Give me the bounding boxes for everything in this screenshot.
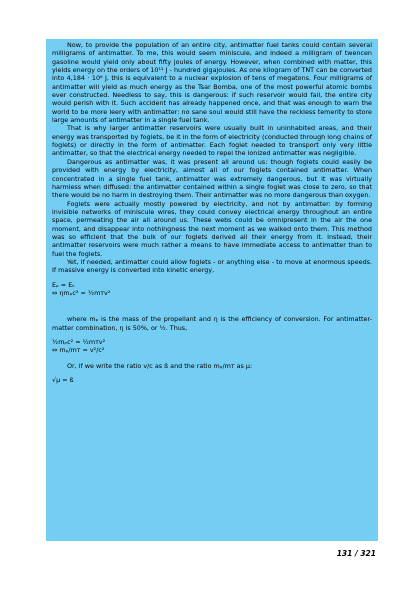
equation-line: ⇔ mₚ/mᴛ = v²/c²: [52, 346, 105, 355]
paragraph: Yet, if needed, antimatter could allow foglets - or anything else - to move at enormous speeds. If massive energy is converted into kinetic energy,: [52, 257, 372, 275]
paragraph: Dangerous as antimatter was, it was present all around us: though foglets could easily be provided with energy by electricity, almost all of our foglets contained antimatter. When concentrated in a single fuel tank, antimatter was extremely dangerous, but it was virtually harmless when diffused: the antimatter contained within a single foglet was close to zero, so that there would be no harm in destroying them. Their antimatter was no more dangerous than oxygen.: [52, 157, 372, 200]
text-panel: [46, 39, 378, 541]
paragraph: where mₚ is the mass of the propellant and η is the efficiency of conversion. For antimatter-matter combination, η is 50%, or ½. Thus,: [52, 315, 372, 332]
paragraph: Foglets were actually mostly powered by electricity, and not by antimatter: by forming invisible networks of miniscule wires, they could convey electrical energy throughout an entire space, permeating the air all around us. These webs could be omnipresent in the air the one moment, and disappear into nothingness the next moment as we walked onto them. This method was so efficient that the bulk of our foglets derived all their energy from it. Instead, their antimatter reservoirs were much rather a means to have immediate access to antimatter than to fuel the foglets.: [52, 199, 372, 258]
equation-line: ⇔ ηmₚc² = ½mᴛv²: [52, 288, 111, 297]
equation-block: [52, 338, 372, 355]
paragraph: Now, to provide the population of an entire city, antimatter fuel tanks could contain several milligrams of antimatter. To me, this would seem miniscule, and indeed a milligram of twencen gasoline would yield only about fifty joules of energy. However, when combined with matter, this yields energy on the orders of 10¹¹ J - hundred gigajoules. As one kilogram of TNT can be converted into 4,184 · 10⁶ J, this is equivalent to a nuclear explosion of tens of megatons. Four milligrams of antimatter will yield as much energy as the Tsar Bomba, one of the most powerful atomic bombs ever constructed. Needless to say, this is dangerous: if such reservoir would fail, the entire city would perish with it. Such accident has already happened once, and that was enough to warn the world to be more leery with antimatter: no sane soul would still have the reckless temerity to store large amounts of antimatter in a single fuel tank.: [52, 41, 372, 125]
equation-line: √µ = ß: [52, 376, 74, 385]
paragraph: That is why larger antimatter reservoirs were usually built in uninhabited areas, and their energy was transported by foglets, be it in the form of electricity (conducted through long chains of foglets) or directly in the form of antimatter. Each foglet needed to transport only very little antimatter, so that the electrical energy needed to repel the ionized antimatter was negligible.: [52, 124, 372, 158]
equation-block: [52, 376, 372, 384]
paragraph: Or, if we write the ratio v/c as ß and the ratio mₚ/mᴛ as µ:: [67, 361, 253, 370]
equation-line: ½mₚc² = ½mᴛv²: [52, 338, 106, 346]
equation-block: [52, 281, 372, 298]
equation-line: Eₚ = Eₖ: [52, 280, 75, 289]
page-number: 131 / 321: [336, 549, 376, 558]
